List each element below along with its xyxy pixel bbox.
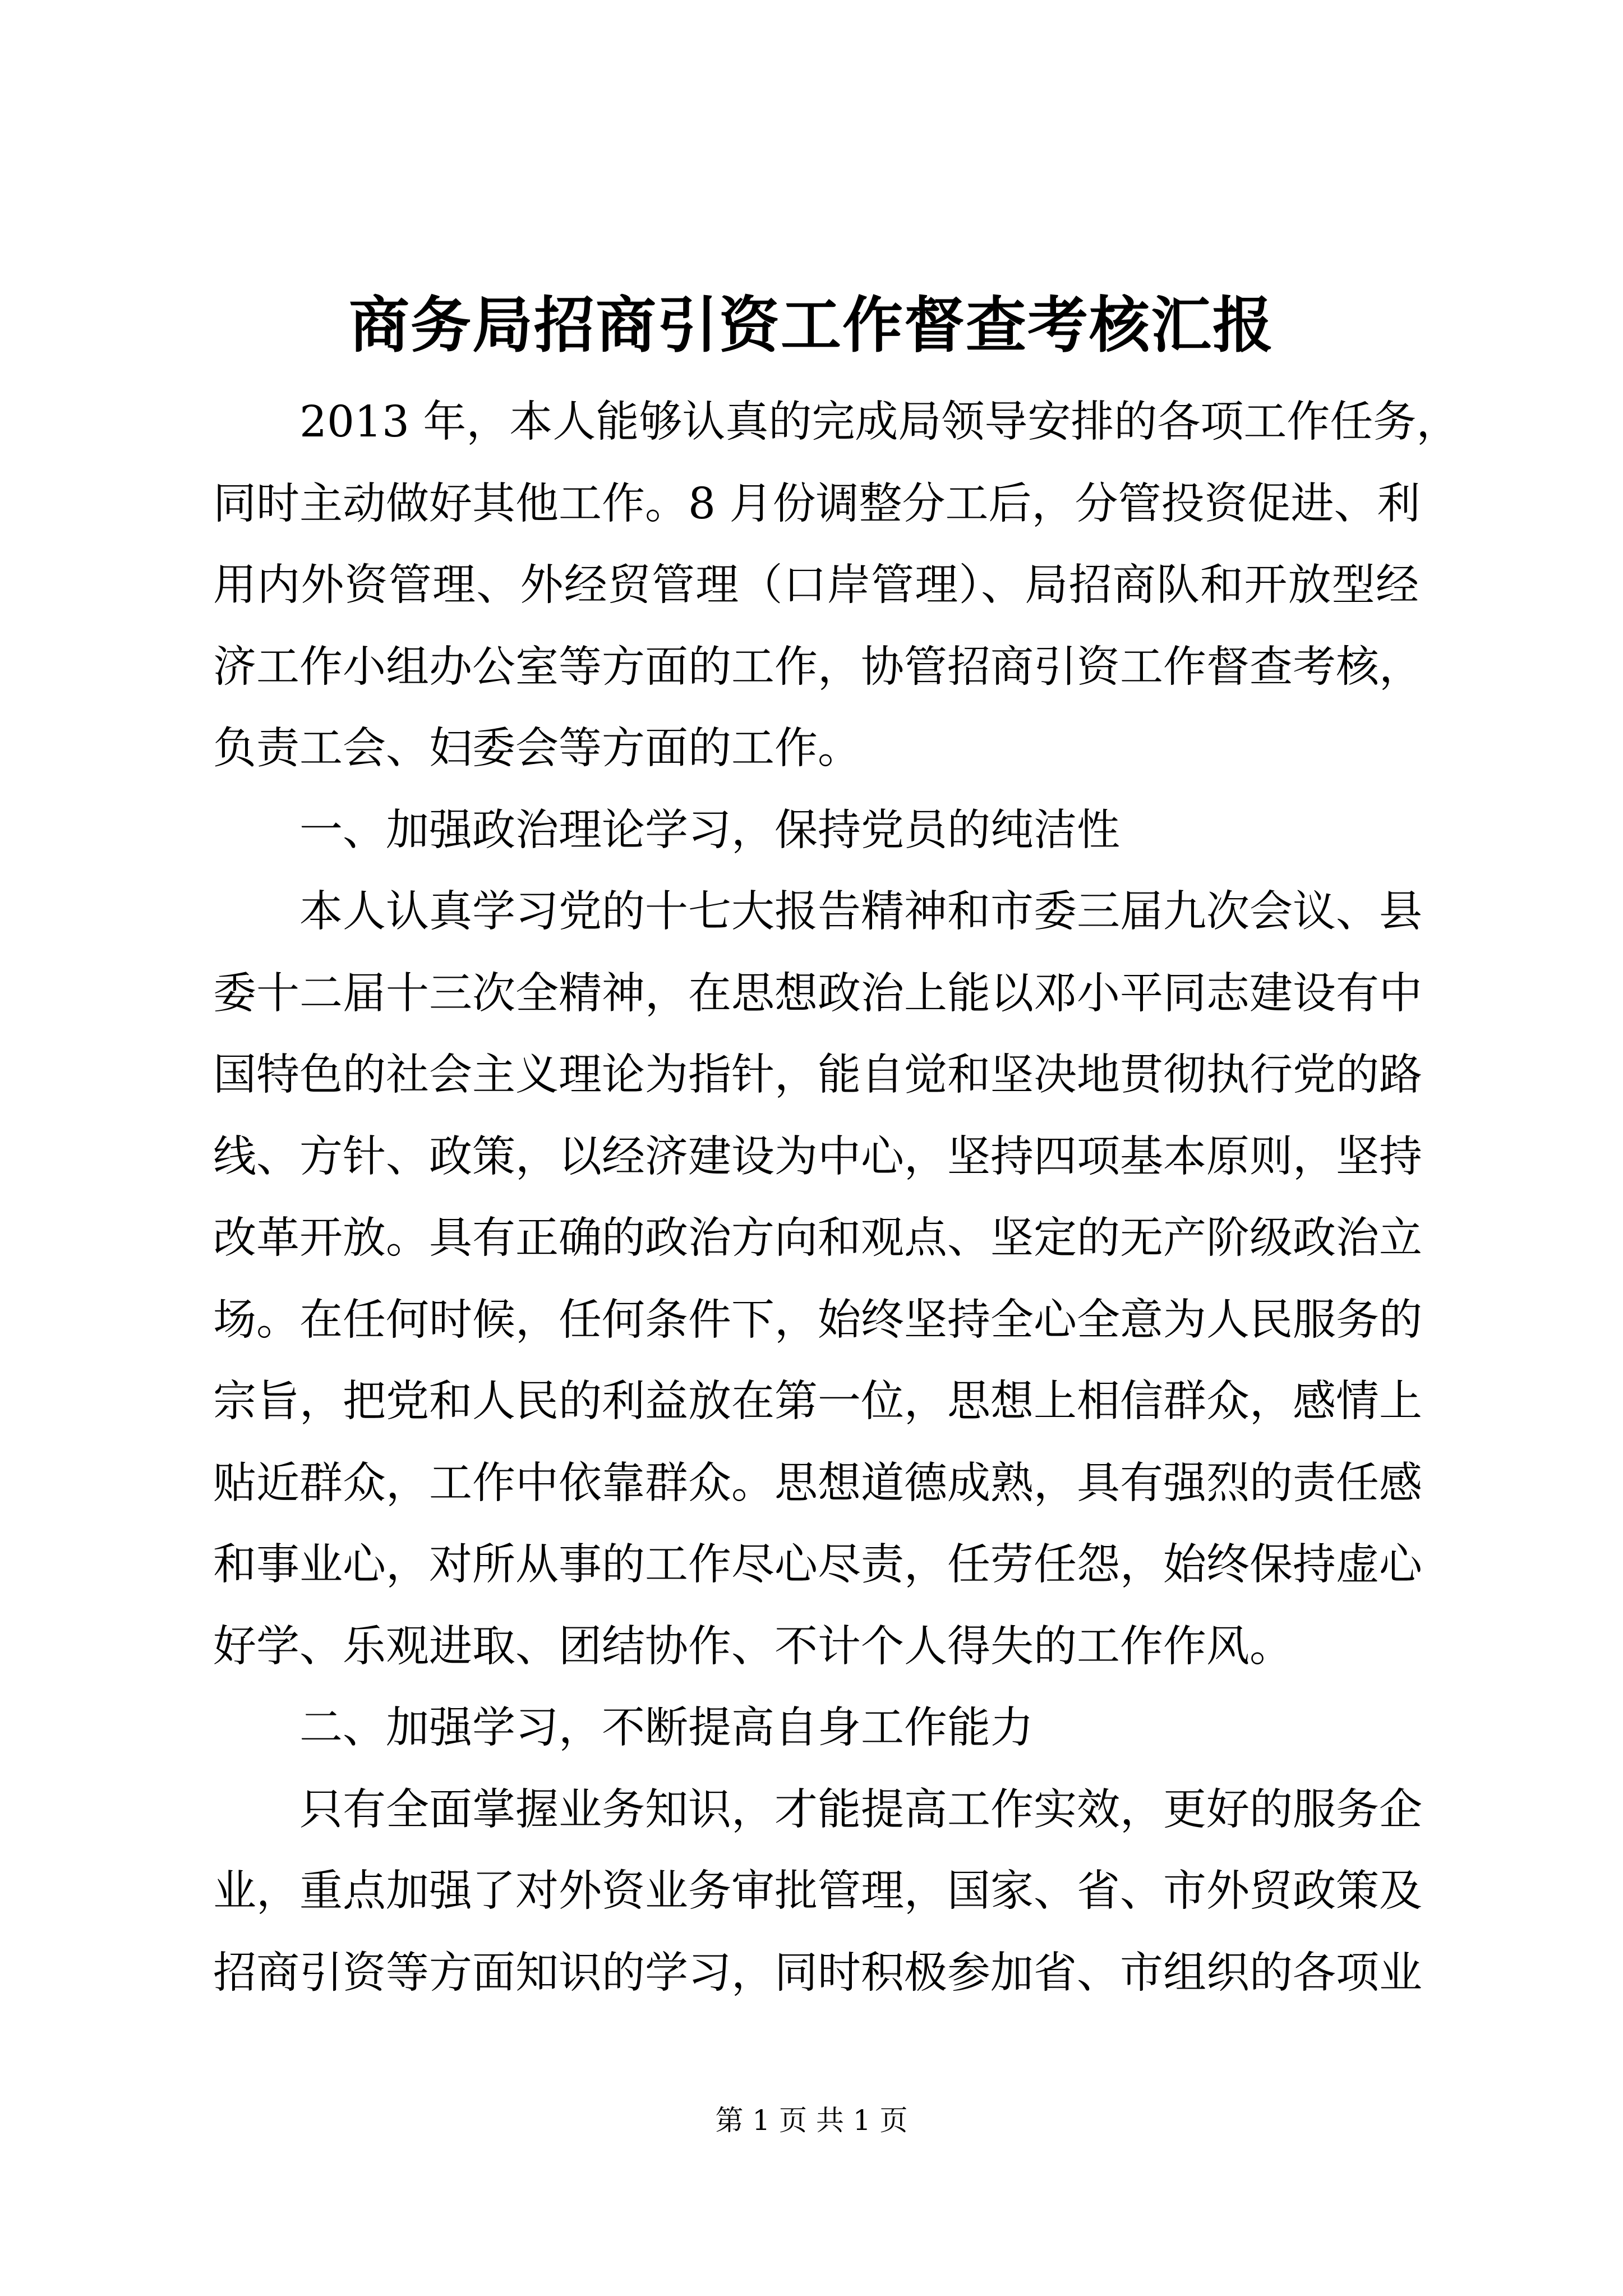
paragraph-line: 本人认真学习党的十七大报告精神和市委三届九次会议、县 [299, 887, 1422, 937]
document-body [213, 381, 1460, 2014]
document-title: 商务局招商引资工作督查考核汇报 [348, 290, 1274, 361]
page-footer: 第 1 页 共 1 页 [715, 2104, 908, 2137]
paragraph-line: 同时主动做好其他工作。8 月份调整分工后，分管投资促进、利 [213, 478, 1421, 529]
paragraph-line: 好学、乐观进取、团结协作、不计个人得失的工作作风。 [213, 1621, 1293, 1672]
paragraph-line: 贴近群众，工作中依靠群众。思想道德成熟，具有强烈的责任感 [213, 1458, 1422, 1508]
paragraph-line: 济工作小组办公室等方面的工作，协管招商引资工作督查考核， [213, 642, 1422, 692]
paragraph-line: 线、方针、政策，以经济建设为中心，坚持四项基本原则，坚持 [213, 1131, 1422, 1182]
paragraph-line: 和事业心，对所从事的工作尽心尽责，任劳任怨，始终保持虚心 [213, 1540, 1422, 1590]
section-heading: 二、加强学习，不断提高自身工作能力 [299, 1703, 1034, 1753]
section-heading: 一、加强政治理论学习，保持党员的纯洁性 [299, 805, 1120, 855]
paragraph-line: 国特色的社会主义理论为指针，能自觉和坚决地贯彻执行党的路 [213, 1050, 1422, 1100]
paragraph-line: 负责工会、妇委会等方面的工作。 [213, 724, 861, 774]
paragraph-line: 只有全面掌握业务知识，才能提高工作实效，更好的服务企 [299, 1784, 1422, 1835]
paragraph-line: 招商引资等方面知识的学习，同时积极参加省、市组织的各项业 [213, 1948, 1422, 1998]
paragraph-line: 2013 年，本人能够认真的完成局领导安排的各项工作任务， [299, 397, 1460, 447]
paragraph-line: 改革开放。具有正确的政治方向和观点、坚定的无产阶级政治立 [213, 1213, 1422, 1263]
paragraph-line: 业，重点加强了对外资业务审批管理，国家、省、市外贸政策及 [213, 1866, 1422, 1916]
paragraph-line: 场。在任何时候，任何条件下，始终坚持全心全意为人民服务的 [213, 1295, 1422, 1345]
paragraph-line: 宗旨，把党和人民的利益放在第一位，思想上相信群众，感情上 [213, 1377, 1422, 1427]
paragraph-line: 委十二届十三次全精神，在思想政治上能以邓小平同志建设有中 [213, 968, 1422, 1019]
paragraph-line: 用内外资管理、外经贸管理（口岸管理）、局招商队和开放型经 [213, 560, 1419, 610]
